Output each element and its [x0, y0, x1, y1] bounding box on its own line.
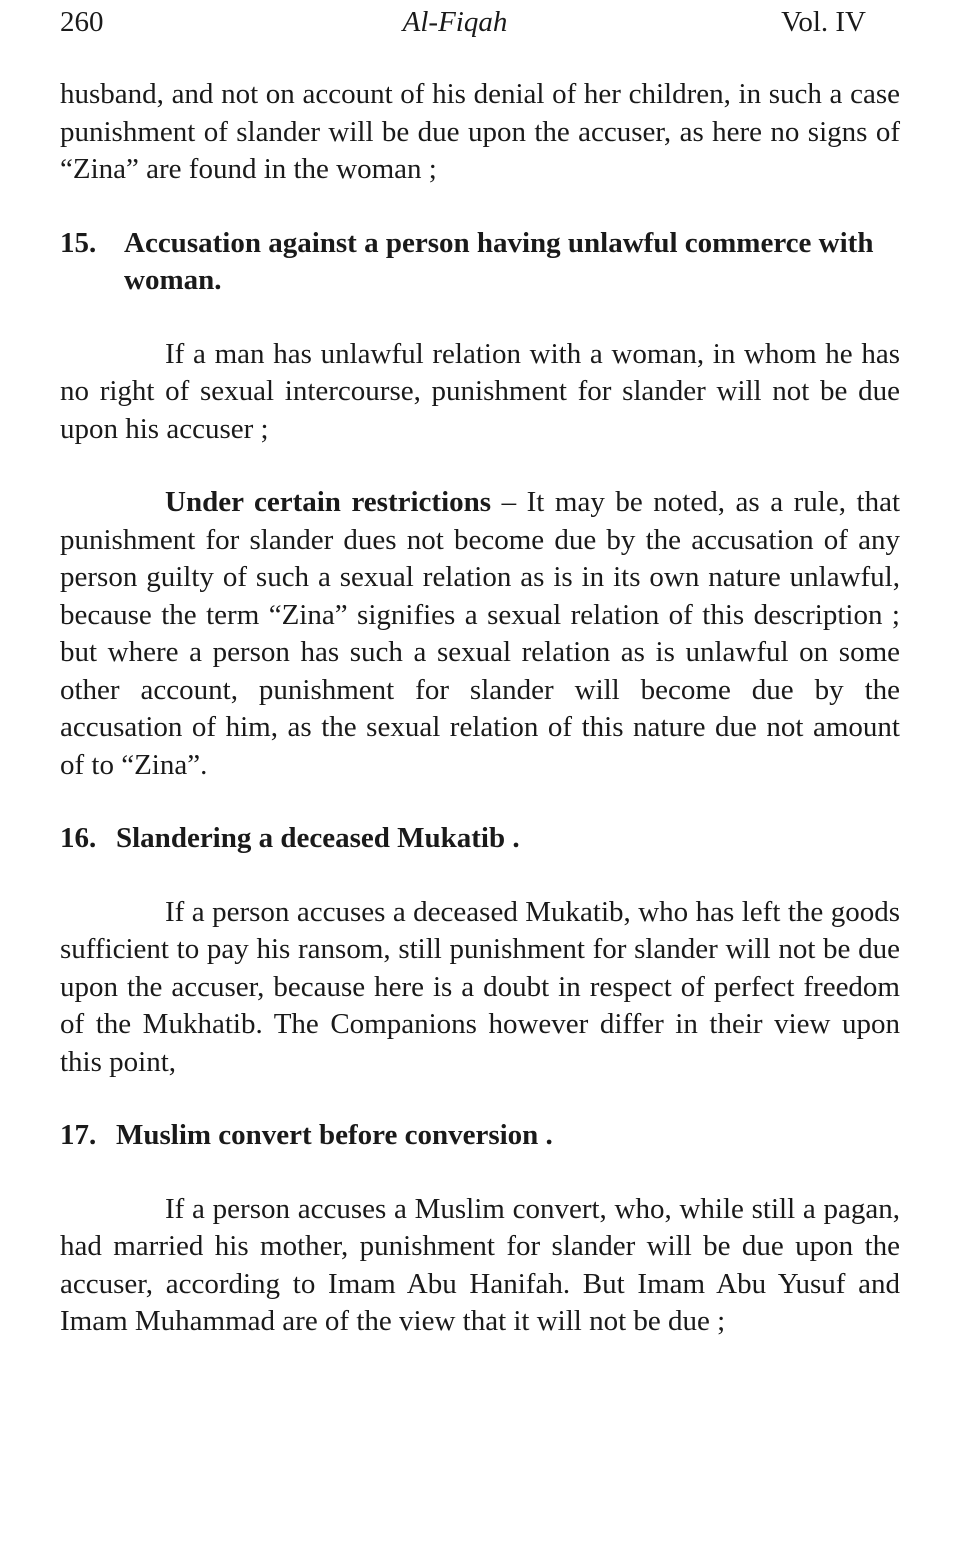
- page-number: 260: [60, 6, 104, 38]
- section-16-paragraph-1: If a person accuses a deceased Mukatib, who has left the goods sufficient to pay his ransom, still punishment for slander will not be due upon the accuser, because here is a doubt in respect of perfect freedom of the Mukhatib. The Companions however differ in their view upon this point,: [60, 895, 900, 1078]
- book-page: [60, 0, 900, 1550]
- page-body: [60, 76, 900, 1341]
- section-16-number: 16.: [60, 822, 97, 854]
- book-title: Al-Fiqah: [402, 6, 508, 38]
- volume-label: Vol. IV: [781, 6, 866, 38]
- section-16-title: Slandering a deceased Mukatib .: [116, 822, 520, 854]
- section-15-paragraph-2: [60, 484, 900, 784]
- section-17-paragraph-1: If a person accuses a Muslim convert, who, while still a pagan, had married his mother, punishment for slander will be due upon the accuser, according to Imam Abu Hanifah. But Imam Abu Yusuf and Imam Muhammad are of the view that it will not be due ;: [60, 1192, 900, 1337]
- section-15-paragraph-2-text: – It may be noted, as a rule, that punishment for slander dues not become due by the accusation of any person guilty of such a sexual relation as is in its own nature unlawful, because the term “Zina” signifies a sexual relation of this description ; but where a person has such a sexual relation as is unlawful on some other account, punishment for slander will become due by the accusation of him, as the sexual relation of this nature due not amount of to “Zina”.: [60, 486, 901, 781]
- section-15-number: 15.: [60, 226, 97, 259]
- running-header: [60, 4, 900, 40]
- section-15-title: Accusation against a person having unlawful commerce with woman.: [124, 226, 874, 296]
- section-15-heading: [60, 225, 900, 300]
- section-17-heading: [60, 1117, 900, 1155]
- section-17-title: Muslim convert before conversion .: [116, 1119, 553, 1151]
- continuation-paragraph: husband, and not on account of his denial of her children, in such a case punishment of slander will be due upon the accuser, as here no signs of “Zina” are found in the woman ;: [60, 78, 900, 185]
- section-17-number: 17.: [60, 1119, 97, 1151]
- section-16-heading: [60, 820, 900, 858]
- section-15-lead-in: Under certain restrictions: [165, 486, 492, 518]
- section-15-paragraph-1: If a man has unlawful relation with a woman, in whom he has no right of sexual intercourse, punishment for slander will not be due upon his accuser ;: [60, 337, 900, 445]
